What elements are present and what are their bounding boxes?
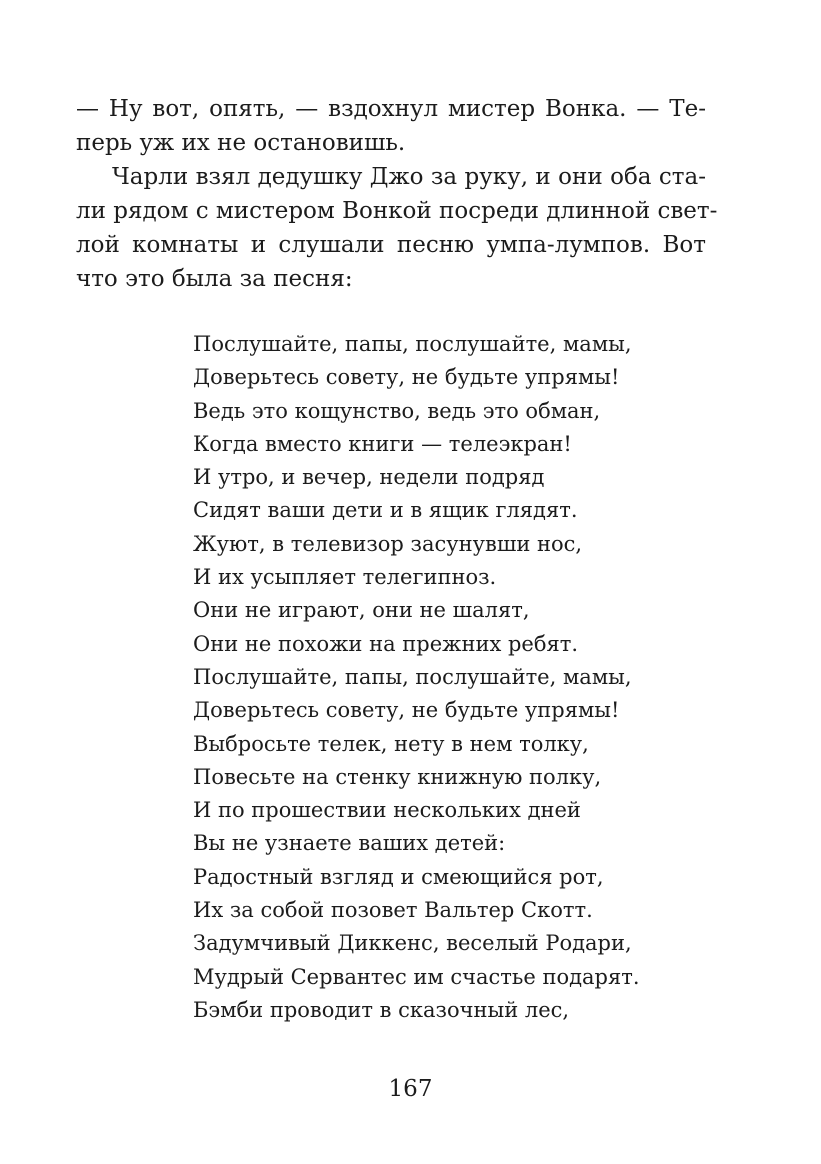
prose-line: Чарли взял дедушку Джо за руку, и они оба ста- bbox=[112, 164, 706, 190]
poem-line: Доверьтесь совету, не будьте упрямы! bbox=[193, 698, 620, 723]
poem-line: Ведь это кощунство, ведь это обман, bbox=[193, 398, 601, 423]
poem-line: Послушайте, папы, послушайте, мамы, bbox=[193, 664, 632, 689]
poem-line: Бэмби проводит в сказочный лес, bbox=[193, 997, 570, 1022]
poem-line: Задумчивый Диккенс, веселый Родари, bbox=[193, 931, 632, 956]
poem-line: Повесьте на стенку книжную полку, bbox=[193, 764, 602, 789]
poem-line: Вы не узнаете ваших детей: bbox=[193, 831, 506, 856]
poem-line: Они не играют, они не шалят, bbox=[193, 598, 530, 623]
song-poem bbox=[193, 328, 653, 1027]
poem-line: Мудрый Сервантес им счастье подарят. bbox=[193, 964, 640, 989]
prose-line: перь уж их не остановишь. bbox=[76, 130, 406, 156]
poem-line: И по прошествии нескольких дней bbox=[193, 798, 581, 823]
prose-line: лой комнаты и слушали песню умпа-лумпов. Вот bbox=[76, 232, 706, 258]
poem-line: Их за собой позовет Вальтер Скотт. bbox=[193, 898, 593, 923]
poem-line: Жуют, в телевизор засунувши нос, bbox=[193, 531, 583, 556]
prose-line: — Ну вот, опять, — вздохнул мистер Вонка. — Те- bbox=[76, 96, 706, 122]
poem-line: И их усыпляет телегипноз. bbox=[193, 565, 497, 590]
poem-line: Сидят ваши дети и в ящик глядят. bbox=[193, 498, 578, 523]
poem-line: И утро, и вечер, недели подряд bbox=[193, 465, 545, 490]
poem-line: Послушайте, папы, послушайте, мамы, bbox=[193, 332, 632, 356]
poem-line: Когда вместо книги — телеэкран! bbox=[193, 431, 572, 456]
page-number: 167 bbox=[388, 1076, 433, 1102]
prose-line: что это была за песня: bbox=[76, 266, 353, 292]
prose-text bbox=[76, 92, 718, 296]
poem-line: Радостный взгляд и смеющийся рот, bbox=[193, 864, 604, 889]
poem-line: Выбросьте телек, нету в нем толку, bbox=[193, 731, 589, 756]
prose-line: ли рядом с мистером Вонкой посреди длинной свет- bbox=[76, 198, 718, 224]
poem-line: Они не похожи на прежних ребят. bbox=[193, 631, 579, 656]
poem-line: Доверьтесь совету, не будьте упрямы! bbox=[193, 365, 620, 390]
